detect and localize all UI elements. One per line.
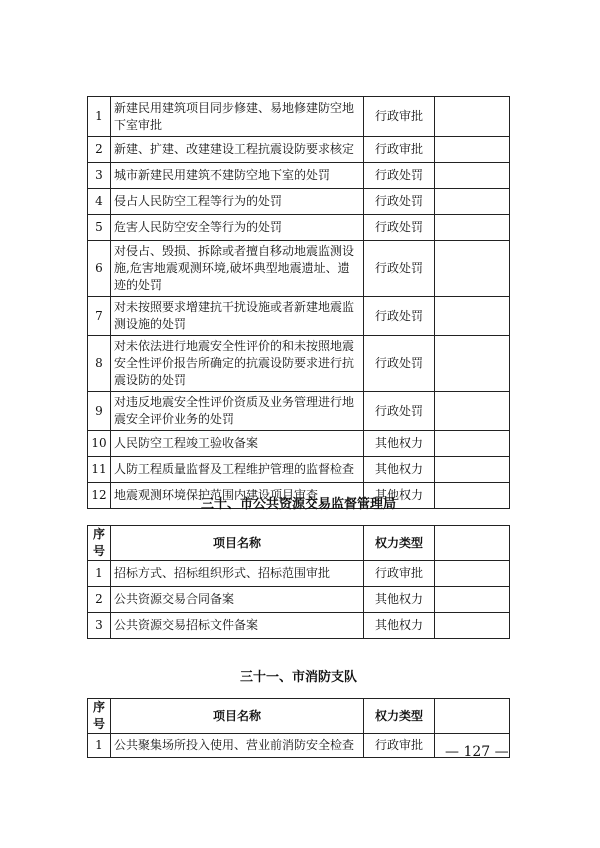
empty-cell	[435, 561, 510, 587]
item-name: 对违反地震安全性评价资质及业务管理进行地震安全评价业务的处罚	[111, 392, 364, 431]
row-number: 8	[88, 336, 111, 392]
table-row	[88, 561, 510, 587]
empty-cell	[435, 297, 510, 336]
table-row	[88, 189, 510, 215]
power-type: 行政处罚	[364, 215, 435, 241]
row-number: 10	[88, 431, 111, 457]
item-name: 人民防空工程竣工验收备案	[111, 431, 364, 457]
power-type: 其他权力	[364, 431, 435, 457]
row-number: 5	[88, 215, 111, 241]
section-30-table	[87, 525, 510, 639]
item-name: 对侵占、毁损、拆除或者擅自移动地震监测设施,危害地震观测环境,破坏典型地震遗址、遗迹的处罚	[111, 241, 364, 297]
power-type: 行政审批	[364, 97, 435, 137]
row-number: 6	[88, 241, 111, 297]
item-name: 人防工程质量监督及工程维护管理的监督检查	[111, 457, 364, 483]
header-number: 序号	[88, 699, 111, 734]
row-number: 1	[88, 734, 111, 758]
header-power-type: 权力类型	[364, 699, 435, 734]
empty-cell	[435, 163, 510, 189]
power-type: 行政处罚	[364, 336, 435, 392]
header-item-name: 项目名称	[111, 699, 364, 734]
item-name: 危害人民防空安全等行为的处罚	[111, 215, 364, 241]
page-number: — 127 —	[445, 744, 509, 760]
row-number: 3	[88, 163, 111, 189]
table-row	[88, 297, 510, 336]
power-type: 其他权力	[364, 483, 435, 509]
power-type: 行政处罚	[364, 241, 435, 297]
header-item-name: 项目名称	[111, 526, 364, 561]
item-name: 公共资源交易合同备案	[111, 587, 364, 613]
table-row	[88, 241, 510, 297]
table-row	[88, 613, 510, 639]
empty-cell	[435, 97, 510, 137]
row-number: 3	[88, 613, 111, 639]
power-type: 行政处罚	[364, 297, 435, 336]
table-row	[88, 587, 510, 613]
power-type: 行政审批	[364, 561, 435, 587]
item-name: 对未依法进行地震安全性评价的和未按照地震安全性评价报告所确定的抗震设防要求进行抗震设防的处罚	[111, 336, 364, 392]
item-name: 地震观测环境保护范围内建设项目审查	[111, 483, 364, 509]
item-name: 侵占人民防空工程等行为的处罚	[111, 189, 364, 215]
section-title: 三十一、市消防支队	[239, 670, 357, 685]
header-power-type: 权力类型	[364, 526, 435, 561]
row-number: 12	[88, 483, 111, 509]
power-type: 行政处罚	[364, 163, 435, 189]
header-number: 序号	[88, 526, 111, 561]
section-title: 三十、市公共资源交易监督管理局	[200, 497, 396, 512]
table-row	[88, 336, 510, 392]
empty-header-cell	[435, 526, 510, 561]
table-row	[88, 457, 510, 483]
item-name: 公共资源交易招标文件备案	[111, 613, 364, 639]
table-header-row	[88, 699, 510, 734]
empty-cell	[435, 613, 510, 639]
power-type: 其他权力	[364, 457, 435, 483]
table-row	[88, 215, 510, 241]
item-name: 招标方式、招标组织形式、招标范围审批	[111, 561, 364, 587]
row-number: 7	[88, 297, 111, 336]
power-type: 其他权力	[364, 613, 435, 639]
item-name: 新建民用建筑项目同步修建、易地修建防空地下室审批	[111, 97, 364, 137]
table-row	[88, 163, 510, 189]
table-row	[88, 431, 510, 457]
item-name: 新建、扩建、改建建设工程抗震设防要求核定	[111, 137, 364, 163]
empty-cell	[435, 431, 510, 457]
empty-cell	[435, 241, 510, 297]
empty-header-cell	[435, 699, 510, 734]
row-number: 9	[88, 392, 111, 431]
item-name: 城市新建民用建筑不建防空地下室的处罚	[111, 163, 364, 189]
row-number: 2	[88, 137, 111, 163]
power-type: 行政处罚	[364, 392, 435, 431]
row-number: 4	[88, 189, 111, 215]
item-name: 对未按照要求增建抗干扰设施或者新建地震监测设施的处罚	[111, 297, 364, 336]
power-type: 其他权力	[364, 587, 435, 613]
row-number: 1	[88, 561, 111, 587]
power-type: 行政审批	[364, 137, 435, 163]
item-name: 公共聚集场所投入使用、营业前消防安全检查	[111, 734, 364, 758]
empty-cell	[435, 137, 510, 163]
empty-cell	[435, 189, 510, 215]
empty-cell	[435, 587, 510, 613]
row-number: 11	[88, 457, 111, 483]
table-row	[88, 97, 510, 137]
power-type: 行政处罚	[364, 189, 435, 215]
empty-cell	[435, 336, 510, 392]
table-continued	[87, 96, 510, 509]
empty-cell	[435, 215, 510, 241]
empty-cell	[435, 457, 510, 483]
power-type: 行政审批	[364, 734, 435, 758]
row-number: 1	[88, 97, 111, 137]
empty-cell	[435, 392, 510, 431]
table-row	[88, 137, 510, 163]
table-row	[88, 392, 510, 431]
table-header-row	[88, 526, 510, 561]
row-number: 2	[88, 587, 111, 613]
